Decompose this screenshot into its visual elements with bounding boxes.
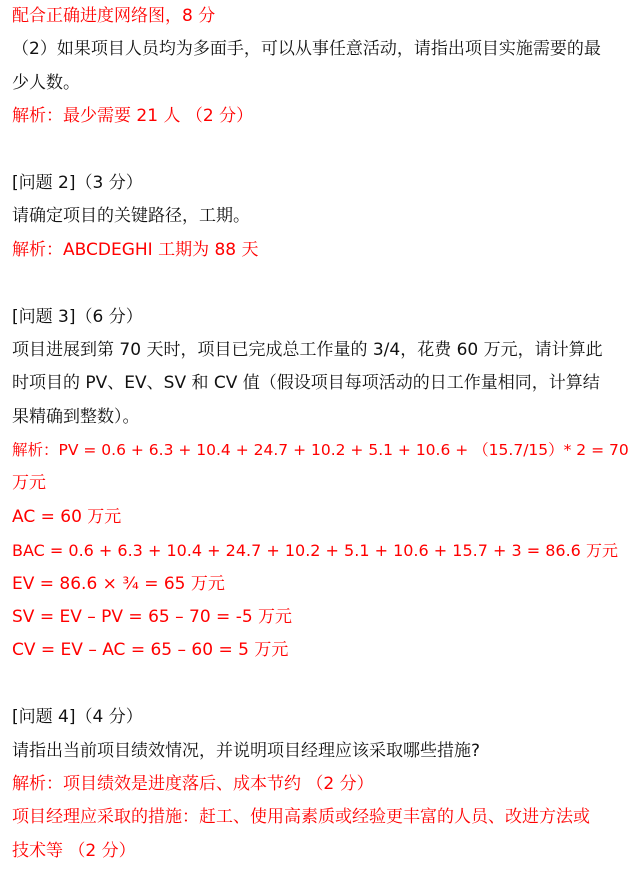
blank-line bbox=[12, 134, 630, 167]
question-line: 少人数。 bbox=[12, 72, 80, 93]
question-line: 请指出当前项目绩效情况，并说明项目经理应该采取哪些措施? bbox=[12, 740, 481, 761]
answer-line: 万元 bbox=[12, 473, 46, 494]
answer-line: 配合正确进度网络图，8 分 bbox=[12, 6, 216, 26]
answer-line: 技术等 （2 分） bbox=[12, 840, 136, 861]
question-line: 时项目的 PV、EV、SV 和 CV 值（假设项目每项活动的日工作量相同，计算结 bbox=[12, 373, 600, 394]
answer-line: AC = 60 万元 bbox=[12, 506, 122, 527]
answer-line: SV = EV – PV = 65 – 70 = -5 万元 bbox=[12, 607, 293, 628]
answer-line: BAC = 0.6 + 6.3 + 10.4 + 24.7 + 10.2 + 5.1 + 10.6 + 15.7 + 3 = 86.6 万元 bbox=[12, 541, 618, 561]
answer-line: 项目经理应采取的措施：赶工、使用高素质或经验更丰富的人员、改进方法或 bbox=[12, 807, 590, 828]
answer-line: CV = EV – AC = 65 – 60 = 5 万元 bbox=[12, 640, 289, 661]
answer-line: 解析：项目绩效是进度落后、成本节约 （2 分） bbox=[12, 773, 374, 794]
question-line: 项目进展到第 70 天时，项目已完成总工作量的 3/4，花费 60 万元，请计算此 bbox=[12, 339, 603, 360]
question-heading: [问题 4]（4 分） bbox=[12, 707, 143, 728]
question-heading: [问题 2]（3 分） bbox=[12, 172, 143, 193]
blank-line bbox=[12, 267, 630, 300]
answer-line: 解析：PV = 0.6 + 6.3 + 10.4 + 24.7 + 10.2 + 5.1 + 10.6 + （15.7/15）* 2 = 70 bbox=[12, 441, 629, 460]
question-line: （2）如果项目人员均为多面手，可以从事任意活动，请指出项目实施需要的最 bbox=[12, 39, 601, 60]
answer-line: 解析：最少需要 21 人 （2 分） bbox=[12, 106, 254, 127]
blank-line bbox=[12, 668, 630, 701]
answer-line: EV = 86.6 × ¾ = 65 万元 bbox=[12, 573, 225, 594]
question-heading: [问题 3]（6 分） bbox=[12, 306, 143, 327]
answer-line: 解析：ABCDEGHI 工期为 88 天 bbox=[12, 239, 259, 260]
question-line: 请确定项目的关键路径，工期。 bbox=[12, 206, 250, 227]
question-line: 果精确到整数）。 bbox=[12, 406, 140, 427]
